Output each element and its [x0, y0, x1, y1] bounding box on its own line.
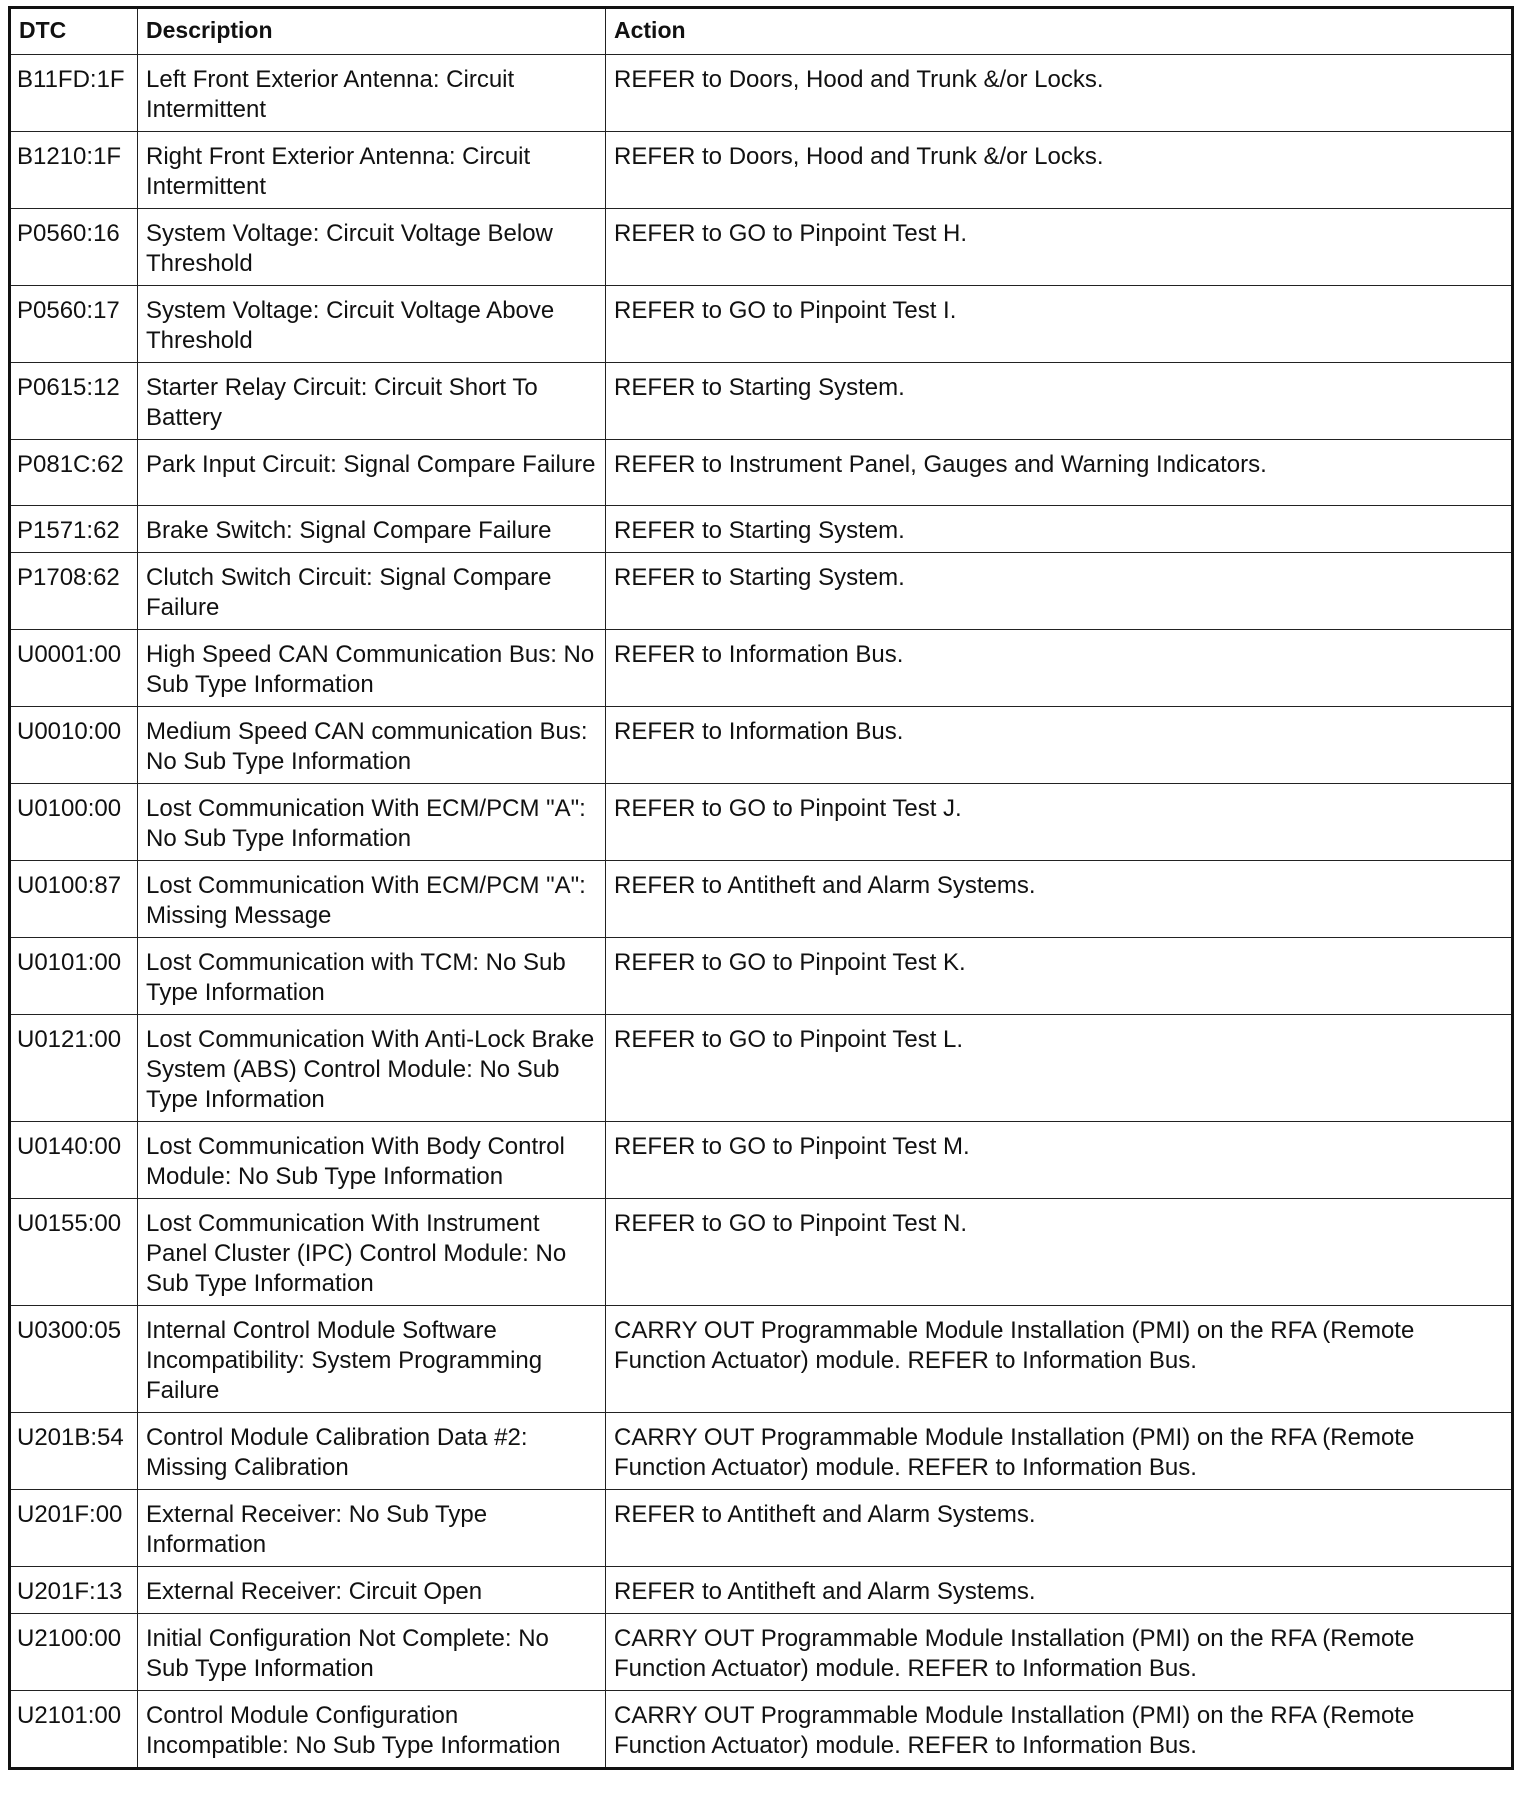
dtc-code-cell: U2101:00	[10, 1691, 138, 1769]
description-cell: High Speed CAN Communication Bus: No Sub Type Information	[138, 630, 606, 707]
table-row	[10, 1122, 1513, 1199]
description-cell: Starter Relay Circuit: Circuit Short To Battery	[138, 363, 606, 440]
table-row	[10, 553, 1513, 630]
dtc-code-cell: B1210:1F	[10, 132, 138, 209]
dtc-code-cell: U0100:00	[10, 784, 138, 861]
header-dtc: DTC	[10, 8, 138, 55]
dtc-code-cell: P0560:17	[10, 286, 138, 363]
description-cell: Lost Communication With Body Control Module: No Sub Type Information	[138, 1122, 606, 1199]
description-cell: Internal Control Module Software Incompatibility: System Programming Failure	[138, 1306, 606, 1413]
dtc-code-cell: U0300:05	[10, 1306, 138, 1413]
action-cell: REFER to GO to Pinpoint Test L.	[606, 1015, 1513, 1122]
table-row	[10, 1691, 1513, 1769]
action-cell: REFER to Information Bus.	[606, 707, 1513, 784]
table-row	[10, 1015, 1513, 1122]
table-row	[10, 286, 1513, 363]
description-cell: Left Front Exterior Antenna: Circuit Intermittent	[138, 55, 606, 132]
action-cell: REFER to GO to Pinpoint Test K.	[606, 938, 1513, 1015]
action-cell: REFER to Starting System.	[606, 363, 1513, 440]
table-row	[10, 1199, 1513, 1306]
dtc-code-cell: U201F:13	[10, 1567, 138, 1614]
action-cell: CARRY OUT Programmable Module Installation (PMI) on the RFA (Remote Function Actuator) module. REFER to Information Bus.	[606, 1413, 1513, 1490]
description-cell: Clutch Switch Circuit: Signal Compare Failure	[138, 553, 606, 630]
action-cell: REFER to Starting System.	[606, 553, 1513, 630]
description-cell: External Receiver: Circuit Open	[138, 1567, 606, 1614]
dtc-code-cell: U201B:54	[10, 1413, 138, 1490]
description-cell: Brake Switch: Signal Compare Failure	[138, 506, 606, 553]
description-cell: System Voltage: Circuit Voltage Above Threshold	[138, 286, 606, 363]
dtc-code-cell: P1708:62	[10, 553, 138, 630]
description-cell: Control Module Calibration Data #2: Missing Calibration	[138, 1413, 606, 1490]
table-row	[10, 1567, 1513, 1614]
description-cell: Lost Communication With Instrument Panel Cluster (IPC) Control Module: No Sub Type Information	[138, 1199, 606, 1306]
table-row	[10, 1490, 1513, 1567]
table-row	[10, 363, 1513, 440]
action-cell: REFER to Antitheft and Alarm Systems.	[606, 1490, 1513, 1567]
table-row	[10, 209, 1513, 286]
table-row	[10, 707, 1513, 784]
description-cell: Right Front Exterior Antenna: Circuit Intermittent	[138, 132, 606, 209]
action-cell: REFER to GO to Pinpoint Test N.	[606, 1199, 1513, 1306]
table-row	[10, 1614, 1513, 1691]
dtc-code-cell: U0121:00	[10, 1015, 138, 1122]
dtc-code-cell: P1571:62	[10, 506, 138, 553]
table-row	[10, 1306, 1513, 1413]
header-action: Action	[606, 8, 1513, 55]
dtc-code-cell: U0155:00	[10, 1199, 138, 1306]
action-cell: REFER to GO to Pinpoint Test M.	[606, 1122, 1513, 1199]
action-cell: REFER to Doors, Hood and Trunk &/or Locks.	[606, 55, 1513, 132]
description-cell: Medium Speed CAN communication Bus: No Sub Type Information	[138, 707, 606, 784]
dtc-code-cell: U0101:00	[10, 938, 138, 1015]
action-cell: REFER to Information Bus.	[606, 630, 1513, 707]
dtc-code-cell: P0560:16	[10, 209, 138, 286]
action-cell: REFER to GO to Pinpoint Test H.	[606, 209, 1513, 286]
header-description: Description	[138, 8, 606, 55]
table-row	[10, 1413, 1513, 1490]
dtc-code-cell: U201F:00	[10, 1490, 138, 1567]
dtc-table	[8, 6, 1514, 1770]
dtc-code-cell: U2100:00	[10, 1614, 138, 1691]
table-row	[10, 784, 1513, 861]
description-cell: Lost Communication With Anti-Lock Brake System (ABS) Control Module: No Sub Type Information	[138, 1015, 606, 1122]
description-cell: External Receiver: No Sub Type Information	[138, 1490, 606, 1567]
action-cell: CARRY OUT Programmable Module Installation (PMI) on the RFA (Remote Function Actuator) module. REFER to Information Bus.	[606, 1614, 1513, 1691]
action-cell: REFER to Starting System.	[606, 506, 1513, 553]
action-cell: REFER to Antitheft and Alarm Systems.	[606, 1567, 1513, 1614]
action-cell: CARRY OUT Programmable Module Installation (PMI) on the RFA (Remote Function Actuator) module. REFER to Information Bus.	[606, 1691, 1513, 1769]
description-cell: System Voltage: Circuit Voltage Below Threshold	[138, 209, 606, 286]
description-cell: Park Input Circuit: Signal Compare Failure	[138, 440, 606, 506]
table-row	[10, 55, 1513, 132]
table-row	[10, 938, 1513, 1015]
action-cell: REFER to Doors, Hood and Trunk &/or Locks.	[606, 132, 1513, 209]
dtc-code-cell: U0010:00	[10, 707, 138, 784]
action-cell: CARRY OUT Programmable Module Installation (PMI) on the RFA (Remote Function Actuator) module. REFER to Information Bus.	[606, 1306, 1513, 1413]
dtc-code-cell: U0100:87	[10, 861, 138, 938]
action-cell: REFER to GO to Pinpoint Test I.	[606, 286, 1513, 363]
dtc-code-cell: U0001:00	[10, 630, 138, 707]
action-cell: REFER to Instrument Panel, Gauges and Warning Indicators.	[606, 440, 1513, 506]
description-cell: Initial Configuration Not Complete: No Sub Type Information	[138, 1614, 606, 1691]
table-row	[10, 630, 1513, 707]
table-body	[10, 55, 1513, 1769]
header-row	[10, 8, 1513, 55]
table-row	[10, 440, 1513, 506]
table-row	[10, 132, 1513, 209]
table-row	[10, 506, 1513, 553]
description-cell: Lost Communication With ECM/PCM "A": No Sub Type Information	[138, 784, 606, 861]
action-cell: REFER to GO to Pinpoint Test J.	[606, 784, 1513, 861]
description-cell: Control Module Configuration Incompatible: No Sub Type Information	[138, 1691, 606, 1769]
action-cell: REFER to Antitheft and Alarm Systems.	[606, 861, 1513, 938]
description-cell: Lost Communication With ECM/PCM "A": Missing Message	[138, 861, 606, 938]
dtc-code-cell: B11FD:1F	[10, 55, 138, 132]
dtc-code-cell: P0615:12	[10, 363, 138, 440]
table-row	[10, 861, 1513, 938]
dtc-code-cell: U0140:00	[10, 1122, 138, 1199]
dtc-code-cell: P081C:62	[10, 440, 138, 506]
description-cell: Lost Communication with TCM: No Sub Type Information	[138, 938, 606, 1015]
